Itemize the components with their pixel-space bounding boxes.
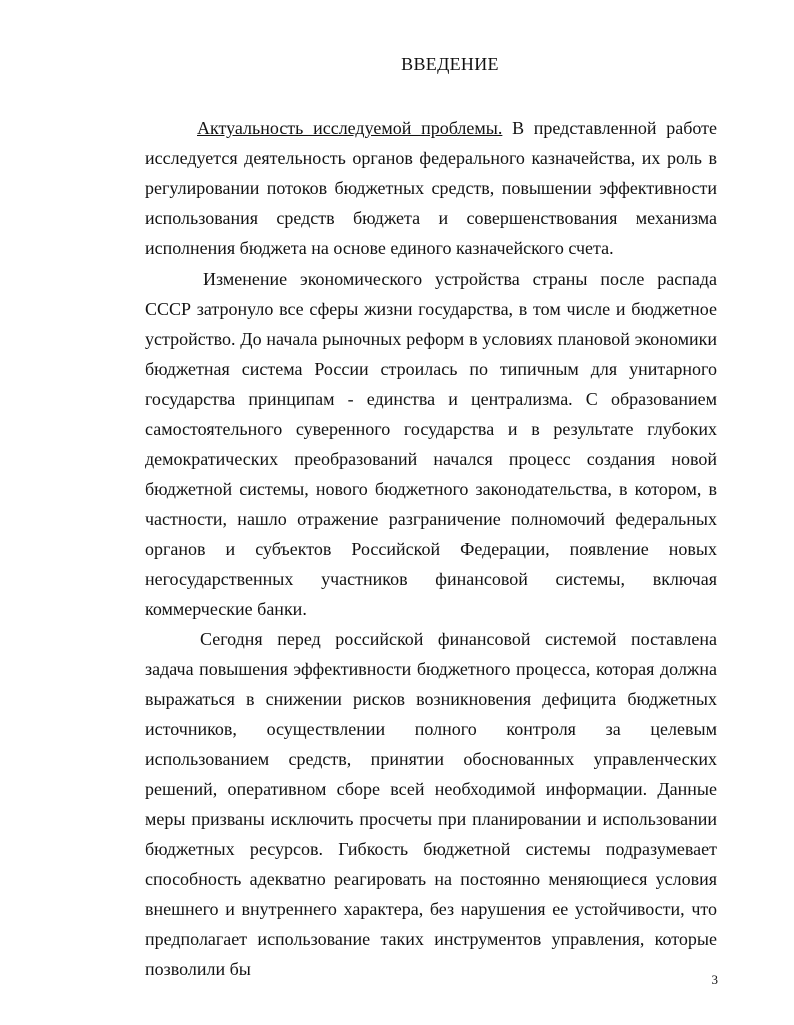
page-title: ВВЕДЕНИЕ <box>401 54 499 74</box>
relevance-lead: Актуальность исследуемой проблемы. <box>197 118 503 138</box>
relevance-text: В представленной работе исследуется деятельность органов федерального казначейства, их роль в регулировании потоков бюджетных средств, повышении эффективности использования средств бюджета и совершенствования механизма исполнения бюджета на основе единого казначейского счета. <box>145 118 717 258</box>
paragraph-budget-efficiency: Сегодня перед российской финансовой системой поставлена задача повышения эффективности бюджетного процесса, которая должна выражаться в снижении рисков возникновения дефицита бюджетных источников, осуществлении полного контроля за целевым использованием средств, принятии обоснованных управленческих решений, оперативном сборе всей необходимой информации. Данные меры призваны исключить просчеты при планировании и использовании бюджетных ресурсов. Гибкость бюджетной системы подразумевает способность адекватно реагировать на постоянно меняющиеся условия внешнего и внутреннего характера, без нарушения ее устойчивости, что предполагает использование таких инструментов управления, которые позволили бы <box>145 629 717 979</box>
paragraph-relevance <box>145 113 717 263</box>
paragraph-economic-change: Изменение экономического устройства страны после распада СССР затронуло все сферы жизни государства, в том числе и бюджетное устройство. До начала рыночных реформ в условиях плановой экономики бюджетная система России строилась по типичным для унитарного государства принципам - единства и централизма. С образованием самостоятельного суверенного государства и в результате глубоких демократических преобразований начался процесс создания новой бюджетной системы, нового бюджетного законодательства, в котором, в частности, нашло отражение разграничение полномочий федеральных органов и субъектов Российской Федерации, появление новых негосударственных участников финансовой системы, включая коммерческие банки. <box>145 269 717 619</box>
page-number: 3 <box>711 972 718 987</box>
